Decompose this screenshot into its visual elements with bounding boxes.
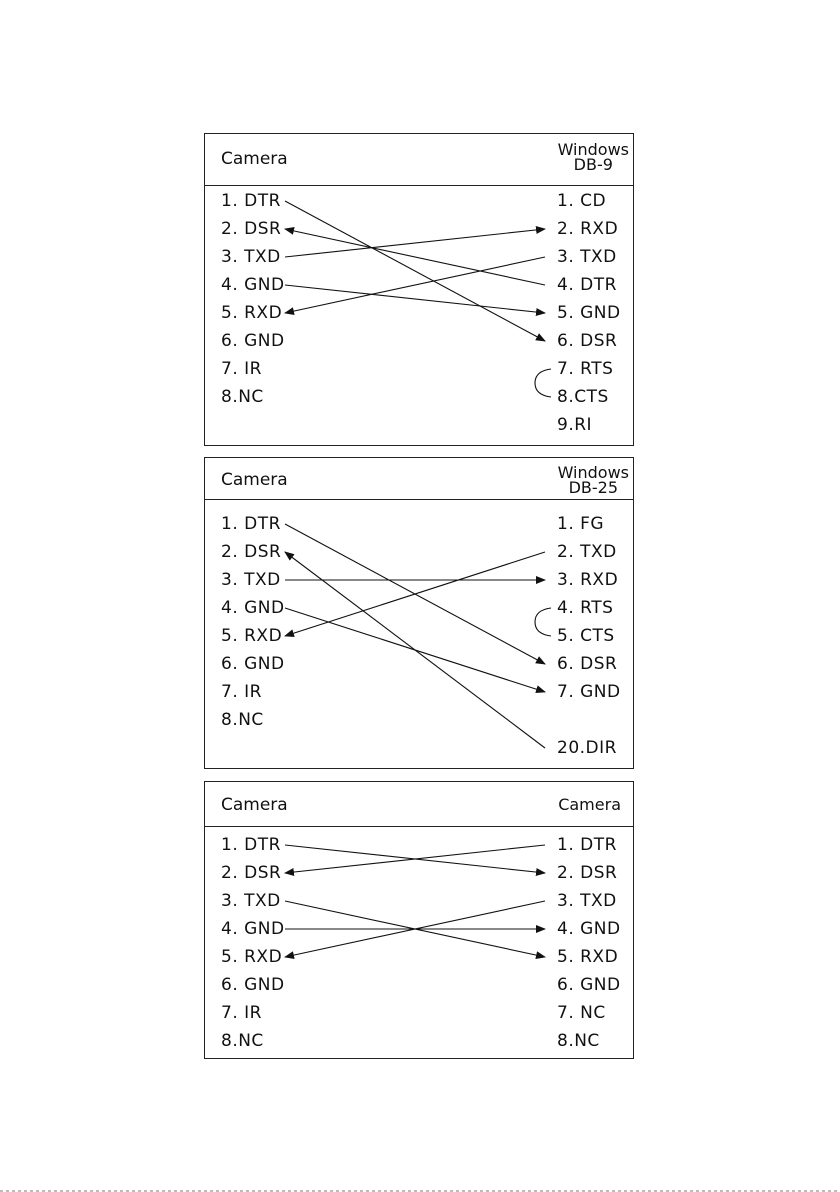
left-pin-8-nc: 8.NC [221,710,264,730]
left-pin-4-gnd: 4. GND [221,598,285,618]
right-pin-7-nc: 7. NC [557,1003,606,1023]
right-pin-9-ri: 9.RI [557,415,593,435]
right-pin-1-cd: 1. CD [557,191,607,211]
left-pin-1-dtr: 1. DTR [221,835,281,855]
left-pin-7-ir: 7. IR [221,1003,262,1023]
left-pin-6-gnd: 6. GND [221,331,285,351]
left-pin-7-ir: 7. IR [221,359,262,379]
right-pin-5-rxd: 5. RXD [557,947,619,967]
wire-3-txd-to-2-rxd [285,229,545,257]
right-pin-5-cts: 5. CTS [557,626,615,646]
header-right-line1: Windows [557,140,629,159]
header-left-label: Camera [221,149,288,169]
header-left-label: Camera [221,795,288,815]
wire-2-dsr-to-4-dtr [285,229,545,285]
right-pin-3-txd: 3. TXD [557,891,617,911]
right-pin-8-cts: 8.CTS [557,387,609,407]
right-pin-7-rts: 7. RTS [557,359,614,379]
left-pin-7-ir: 7. IR [221,682,262,702]
loopback-jumper [535,369,551,397]
loopback-jumper [535,608,551,636]
left-pin-5-rxd: 5. RXD [221,626,283,646]
wire-4-gnd-to-7-gnd [285,608,545,692]
left-pin-5-rxd: 5. RXD [221,947,283,967]
wire-5-rxd-to-3-txd [285,257,545,313]
right-pin-2-dsr: 2. DSR [557,863,618,883]
right-pin-20-dir: 20.DIR [557,738,617,758]
header-right-line1: Camera [558,795,621,814]
left-pin-6-gnd: 6. GND [221,654,285,674]
left-pin-3-txd: 3. TXD [221,570,281,590]
right-pin-4-gnd: 4. GND [557,919,621,939]
right-pin-4-dtr: 4. DTR [557,275,617,295]
right-pin-6-dsr: 6. DSR [557,654,618,674]
wire-5-rxd-to-2-txd [285,552,545,636]
left-pin-8-nc: 8.NC [221,387,264,407]
left-pin-5-rxd: 5. RXD [221,303,283,323]
left-pin-2-dsr: 2. DSR [221,219,282,239]
right-pin-1-fg: 1. FG [557,514,605,534]
left-pin-3-txd: 3. TXD [221,247,281,267]
left-pin-1-dtr: 1. DTR [221,191,281,211]
right-pin-3-txd: 3. TXD [557,247,617,267]
left-pin-1-dtr: 1. DTR [221,514,281,534]
right-pin-2-rxd: 2. RXD [557,219,619,239]
db9-wiring-panel [204,133,634,446]
left-pin-3-txd: 3. TXD [221,891,281,911]
right-pin-5-gnd: 5. GND [557,303,621,323]
left-pin-6-gnd: 6. GND [221,975,285,995]
right-pin-7-gnd: 7. GND [557,682,621,702]
left-pin-4-gnd: 4. GND [221,275,285,295]
right-pin-1-dtr: 1. DTR [557,835,617,855]
right-pin-4-rts: 4. RTS [557,598,614,618]
db25-wiring-panel [204,457,634,769]
header-left-label: Camera [221,470,288,490]
right-pin-2-txd: 2. TXD [557,542,617,562]
wire-4-gnd-to-5-gnd [285,285,545,313]
wire-1-dtr-to-6-dsr [285,201,545,341]
header-right-line1: Windows [557,463,629,482]
header-right-line2: DB-25 [568,478,618,497]
left-pin-2-dsr: 2. DSR [221,863,282,883]
camera-to-camera-panel [204,781,634,1059]
right-pin-6-dsr: 6. DSR [557,331,618,351]
header-right-line2: DB-9 [573,155,613,174]
right-pin-8-nc: 8.NC [557,1031,600,1051]
left-pin-8-nc: 8.NC [221,1031,264,1051]
right-pin-6-gnd: 6. GND [557,975,621,995]
right-pin-3-rxd: 3. RXD [557,570,619,590]
left-pin-2-dsr: 2. DSR [221,542,282,562]
left-pin-4-gnd: 4. GND [221,919,285,939]
